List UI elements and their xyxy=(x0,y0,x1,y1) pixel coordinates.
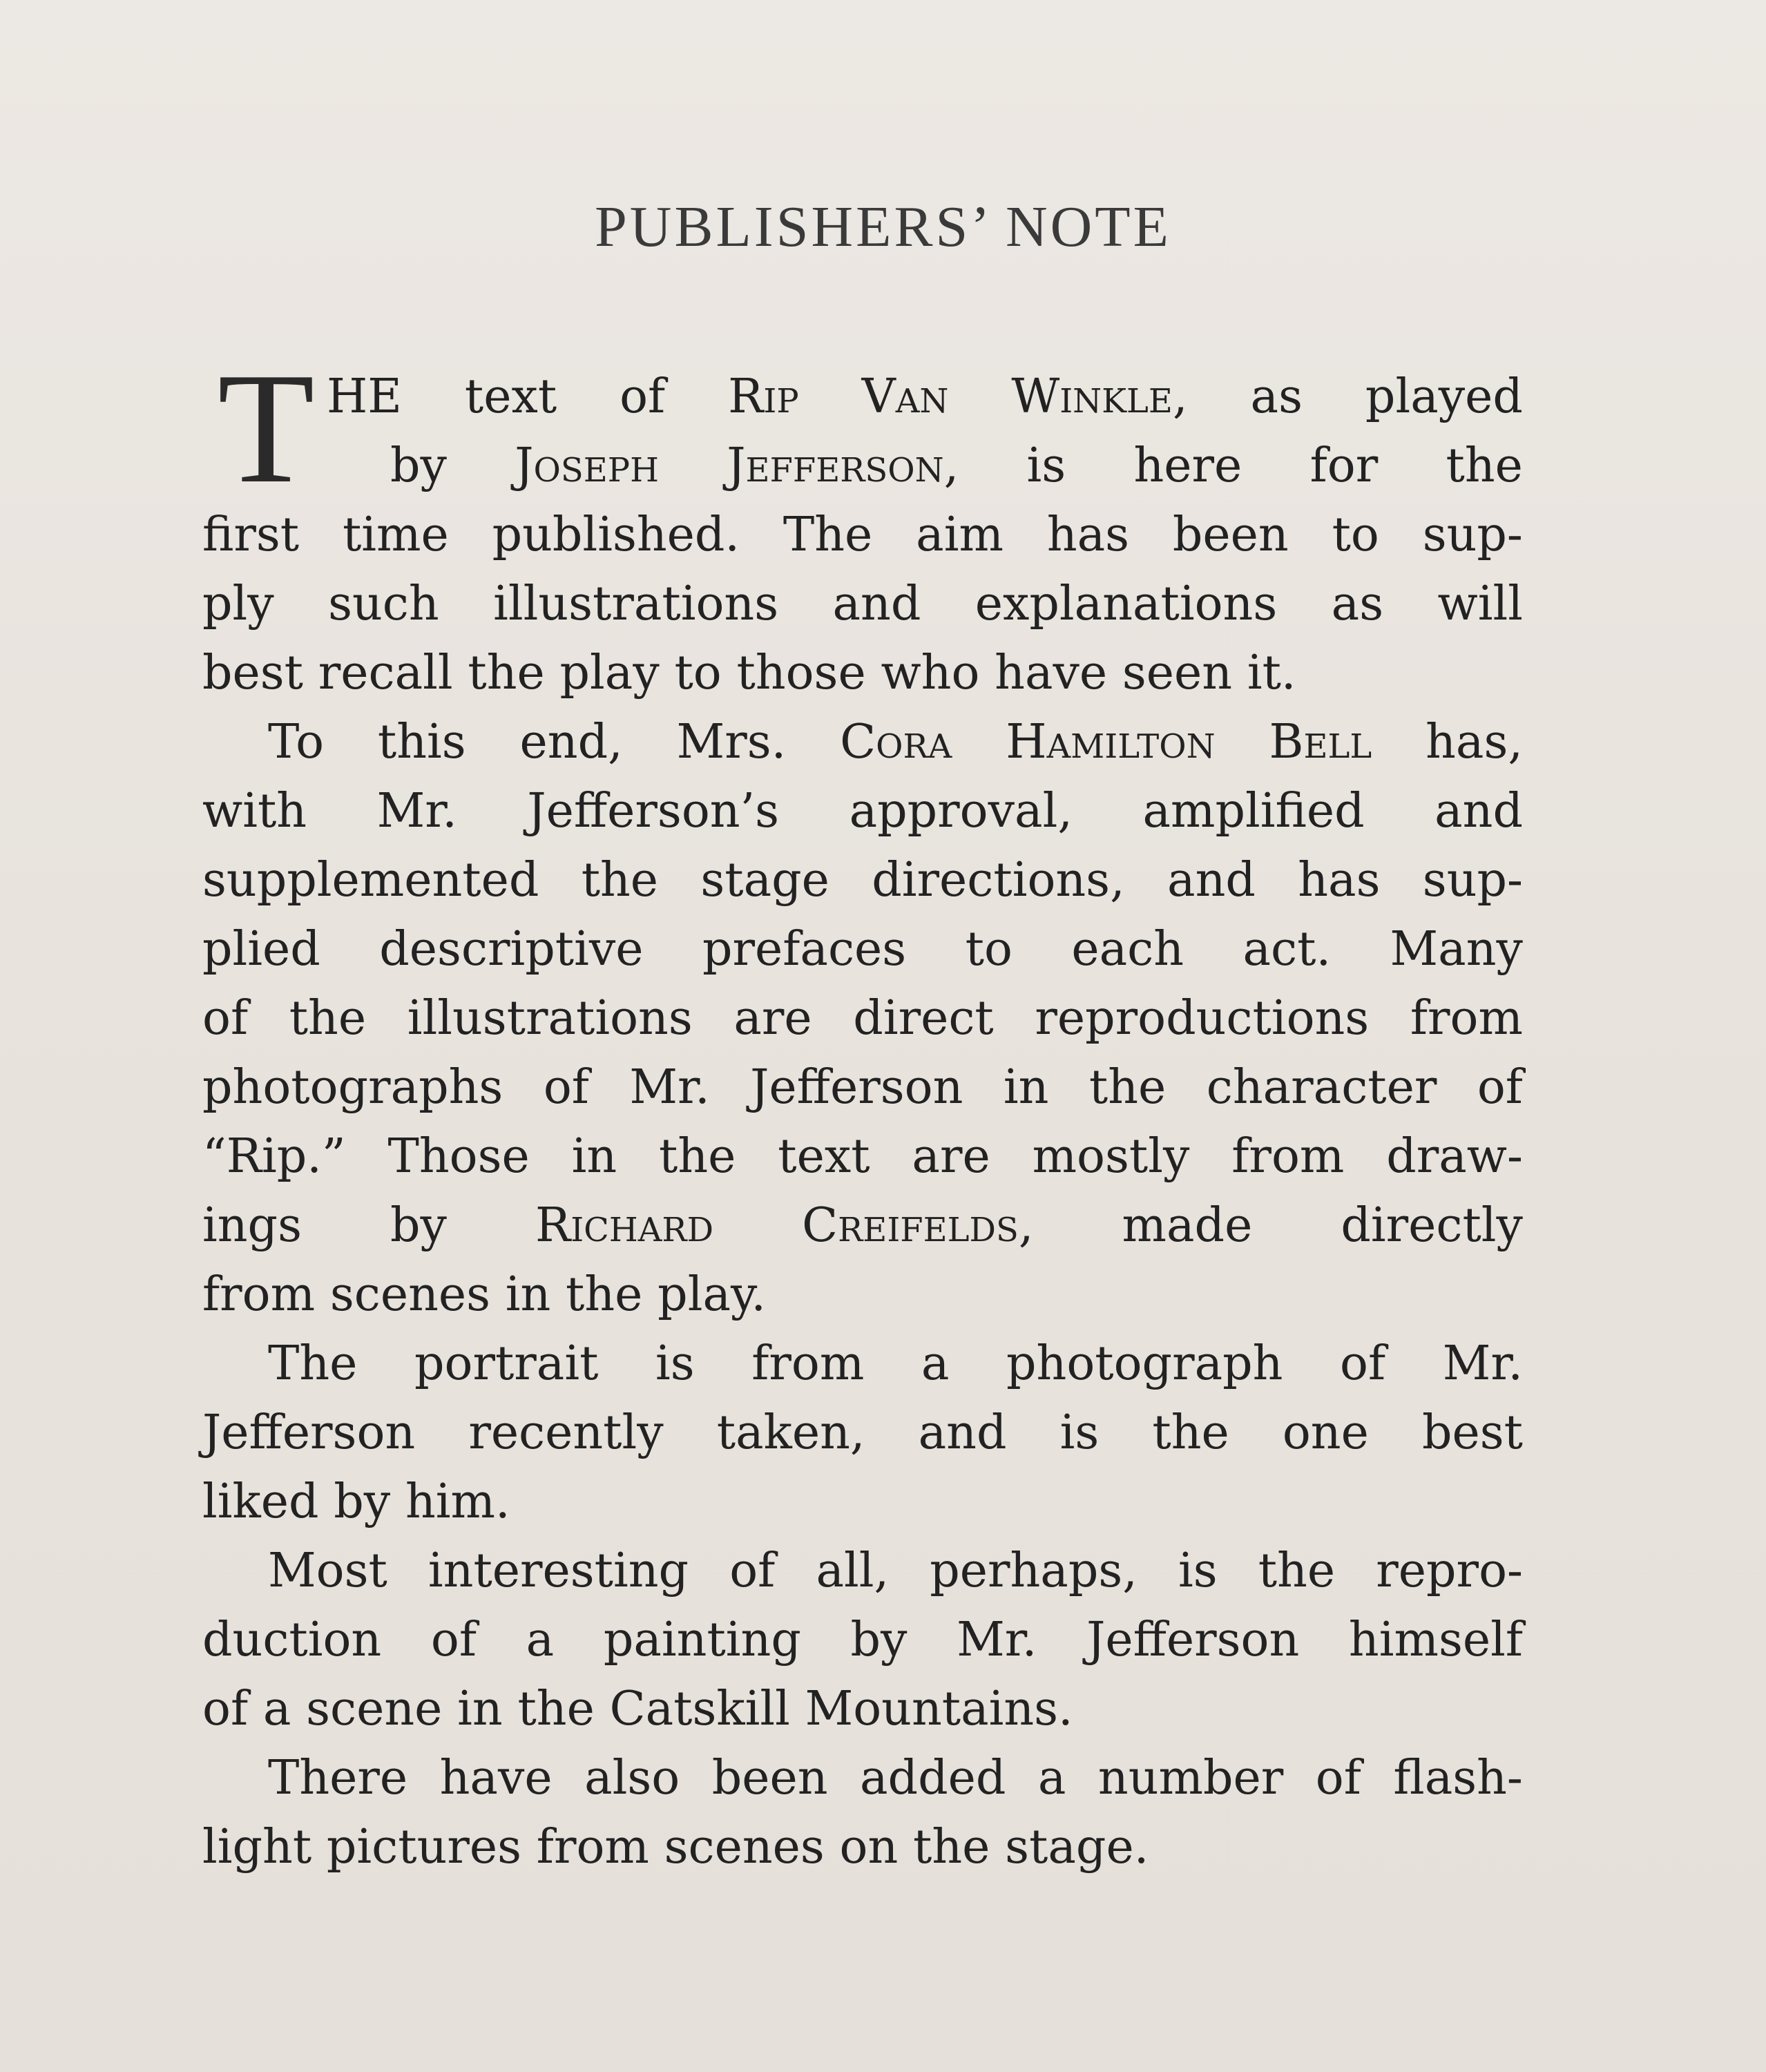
word: by xyxy=(850,1613,908,1667)
word: mostly xyxy=(1032,1129,1190,1184)
word: with xyxy=(202,784,307,838)
word: Jefferson xyxy=(202,1406,416,1460)
word: as xyxy=(1250,370,1303,424)
word: stage. xyxy=(1005,1820,1149,1874)
word: best xyxy=(1421,1406,1523,1460)
word: Catskill xyxy=(609,1682,790,1736)
word: the xyxy=(581,853,659,908)
word: are xyxy=(912,1129,990,1184)
word: him. xyxy=(405,1475,510,1529)
word: pictures xyxy=(326,1820,522,1874)
word: descriptive xyxy=(379,922,644,977)
text-line xyxy=(202,1744,1523,1813)
word: seen xyxy=(1122,646,1233,700)
word: to xyxy=(1332,508,1379,562)
word: the xyxy=(289,991,367,1046)
word: the xyxy=(1088,1060,1167,1115)
word: prefaces xyxy=(702,922,907,977)
word: Many xyxy=(1390,922,1523,977)
word: from xyxy=(1231,1129,1345,1184)
word: the xyxy=(1152,1406,1229,1460)
text-line xyxy=(202,1675,1523,1744)
word: been xyxy=(711,1751,828,1805)
word: illustrations xyxy=(407,991,693,1046)
word: in xyxy=(1003,1060,1049,1115)
word: the xyxy=(1258,1544,1336,1598)
word: Van xyxy=(861,370,949,424)
page-title: PUBLISHERS’ NOTE xyxy=(595,195,1171,259)
word: amplified xyxy=(1142,784,1365,838)
word: directions, xyxy=(872,853,1125,908)
word: illustrations xyxy=(493,577,779,631)
word: a xyxy=(526,1613,555,1667)
word: made xyxy=(1122,1198,1253,1253)
word: time xyxy=(342,508,449,562)
word: as xyxy=(1331,577,1384,631)
word: the xyxy=(659,1129,736,1184)
word: The xyxy=(783,508,873,562)
word: of xyxy=(1477,1060,1523,1115)
word: a xyxy=(921,1336,950,1391)
text-line xyxy=(202,1468,1523,1537)
text-line xyxy=(202,708,1523,777)
word: Winkle, xyxy=(1011,370,1188,424)
word: is xyxy=(1026,439,1066,493)
word: such xyxy=(328,577,439,631)
word: photograph xyxy=(1006,1336,1283,1391)
word: a xyxy=(1037,1751,1066,1805)
word: sup- xyxy=(1422,508,1523,562)
word: published. xyxy=(492,508,740,562)
word: it. xyxy=(1247,646,1296,700)
word: best xyxy=(202,646,303,700)
word: character xyxy=(1206,1060,1437,1115)
text-line xyxy=(202,1053,1523,1122)
word: is xyxy=(1178,1544,1218,1598)
word: explanations xyxy=(975,577,1278,631)
text-line xyxy=(202,1191,1523,1260)
text-line xyxy=(202,1537,1523,1606)
word: act. xyxy=(1242,922,1332,977)
text-line xyxy=(202,1399,1523,1468)
word: of xyxy=(729,1544,776,1598)
word: all, xyxy=(816,1544,890,1598)
text-line xyxy=(202,363,1523,432)
text-line xyxy=(202,501,1523,570)
word: and xyxy=(1167,853,1256,908)
word: those xyxy=(736,646,866,700)
word: the xyxy=(566,1267,643,1322)
word: “Rip.” xyxy=(202,1129,346,1184)
word: of xyxy=(1340,1336,1386,1391)
word: text xyxy=(464,370,557,424)
word: of xyxy=(430,1613,477,1667)
word: from xyxy=(536,1820,649,1874)
word: for xyxy=(1309,439,1379,493)
word: each xyxy=(1071,922,1184,977)
word: Mr. xyxy=(376,784,457,838)
word: are xyxy=(733,991,812,1046)
text-line xyxy=(202,1813,1523,1882)
word: and xyxy=(918,1406,1007,1460)
word: supplemented xyxy=(202,853,539,908)
word: from xyxy=(202,1267,316,1322)
word: of xyxy=(202,1682,249,1736)
word: sup- xyxy=(1422,853,1523,908)
word: play. xyxy=(658,1267,766,1322)
word: stage xyxy=(700,853,829,908)
drop-cap: T xyxy=(218,340,315,516)
word: Creifelds, xyxy=(802,1198,1034,1253)
word: painting xyxy=(603,1613,801,1667)
word: directly xyxy=(1341,1198,1523,1253)
word: Bell xyxy=(1269,715,1372,769)
word: will xyxy=(1437,577,1523,631)
word: of xyxy=(543,1060,589,1115)
word: here xyxy=(1133,439,1242,493)
word: There xyxy=(268,1751,408,1805)
word: on xyxy=(839,1820,899,1874)
word: end, xyxy=(519,715,623,769)
text-line xyxy=(202,1330,1523,1399)
text-line xyxy=(202,1606,1523,1675)
word: who xyxy=(881,646,980,700)
word: perhaps, xyxy=(930,1544,1138,1598)
word: Those xyxy=(387,1129,530,1184)
word: Hamilton xyxy=(1006,715,1216,769)
word: from xyxy=(751,1336,865,1391)
word: Jefferson xyxy=(750,1060,963,1115)
text-line xyxy=(202,1122,1523,1191)
word: HE xyxy=(327,370,402,424)
word: Mr. xyxy=(1442,1336,1523,1391)
word: is xyxy=(655,1336,695,1391)
word: from xyxy=(1410,991,1523,1046)
word: The xyxy=(268,1336,358,1391)
word: Mrs. xyxy=(676,715,787,769)
word: portrait xyxy=(414,1336,599,1391)
word: ings xyxy=(202,1198,302,1253)
word: have xyxy=(439,1751,553,1805)
word: by xyxy=(390,1198,447,1253)
word: and xyxy=(832,577,921,631)
word: in xyxy=(457,1682,503,1736)
word: been xyxy=(1172,508,1289,562)
word: of xyxy=(1315,1751,1361,1805)
text-line xyxy=(202,639,1523,708)
text-line xyxy=(202,570,1523,639)
word: added xyxy=(860,1751,1006,1805)
word: the xyxy=(468,646,545,700)
word: in xyxy=(571,1129,617,1184)
word: the xyxy=(913,1820,990,1874)
word: plied xyxy=(202,922,320,977)
word: in xyxy=(505,1267,551,1322)
word: play xyxy=(559,646,660,700)
text-line xyxy=(202,984,1523,1053)
word: Joseph xyxy=(515,439,659,493)
word: Mr. xyxy=(957,1613,1037,1667)
word: Jefferson xyxy=(1086,1613,1300,1667)
text-line xyxy=(202,846,1523,915)
word: this xyxy=(377,715,466,769)
word: Jefferson’s xyxy=(527,784,780,838)
word: duction xyxy=(202,1613,382,1667)
word: Jefferson, xyxy=(727,439,959,493)
word: by xyxy=(334,1475,391,1529)
word: Mr. xyxy=(629,1060,710,1115)
word: Rip xyxy=(728,370,799,424)
word: To xyxy=(268,715,325,769)
word: himself xyxy=(1348,1613,1523,1667)
word: scene xyxy=(306,1682,443,1736)
word: liked xyxy=(202,1475,319,1529)
word: flash- xyxy=(1393,1751,1523,1805)
word: has, xyxy=(1426,715,1523,769)
word: to xyxy=(965,922,1012,977)
word: photographs xyxy=(202,1060,503,1115)
word: approval, xyxy=(849,784,1073,838)
word: also xyxy=(584,1751,680,1805)
text-line xyxy=(202,432,1523,501)
word: repro- xyxy=(1376,1544,1523,1598)
word: to xyxy=(674,646,722,700)
word: recently xyxy=(468,1406,664,1460)
word: scenes xyxy=(664,1820,825,1874)
word: recall xyxy=(318,646,453,700)
word: taken, xyxy=(716,1406,865,1460)
word: has xyxy=(1298,853,1381,908)
word: Richard xyxy=(535,1198,714,1253)
word: draw- xyxy=(1386,1129,1523,1184)
word: reproductions xyxy=(1035,991,1370,1046)
word: Mountains. xyxy=(805,1682,1073,1736)
word: interesting xyxy=(428,1544,689,1598)
word: of xyxy=(202,991,249,1046)
text-line xyxy=(202,1260,1523,1330)
word: of xyxy=(620,370,666,424)
text-line xyxy=(202,915,1523,984)
word: played xyxy=(1365,370,1523,424)
word: have xyxy=(995,646,1108,700)
word: first xyxy=(202,508,300,562)
word: the xyxy=(517,1682,595,1736)
text-line xyxy=(202,777,1523,846)
word: and xyxy=(1434,784,1523,838)
word: light xyxy=(202,1820,312,1874)
word: one xyxy=(1282,1406,1369,1460)
word: is xyxy=(1059,1406,1100,1460)
word: text xyxy=(778,1129,870,1184)
word: number xyxy=(1097,1751,1284,1805)
word: a xyxy=(262,1682,291,1736)
word: by xyxy=(390,439,447,493)
word: aim xyxy=(916,508,1004,562)
word: has xyxy=(1046,508,1130,562)
word: scenes xyxy=(329,1267,490,1322)
word: the xyxy=(1446,439,1523,493)
word: Cora xyxy=(840,715,952,769)
word: ply xyxy=(202,577,274,631)
word: Most xyxy=(268,1544,387,1598)
word: direct xyxy=(853,991,994,1046)
